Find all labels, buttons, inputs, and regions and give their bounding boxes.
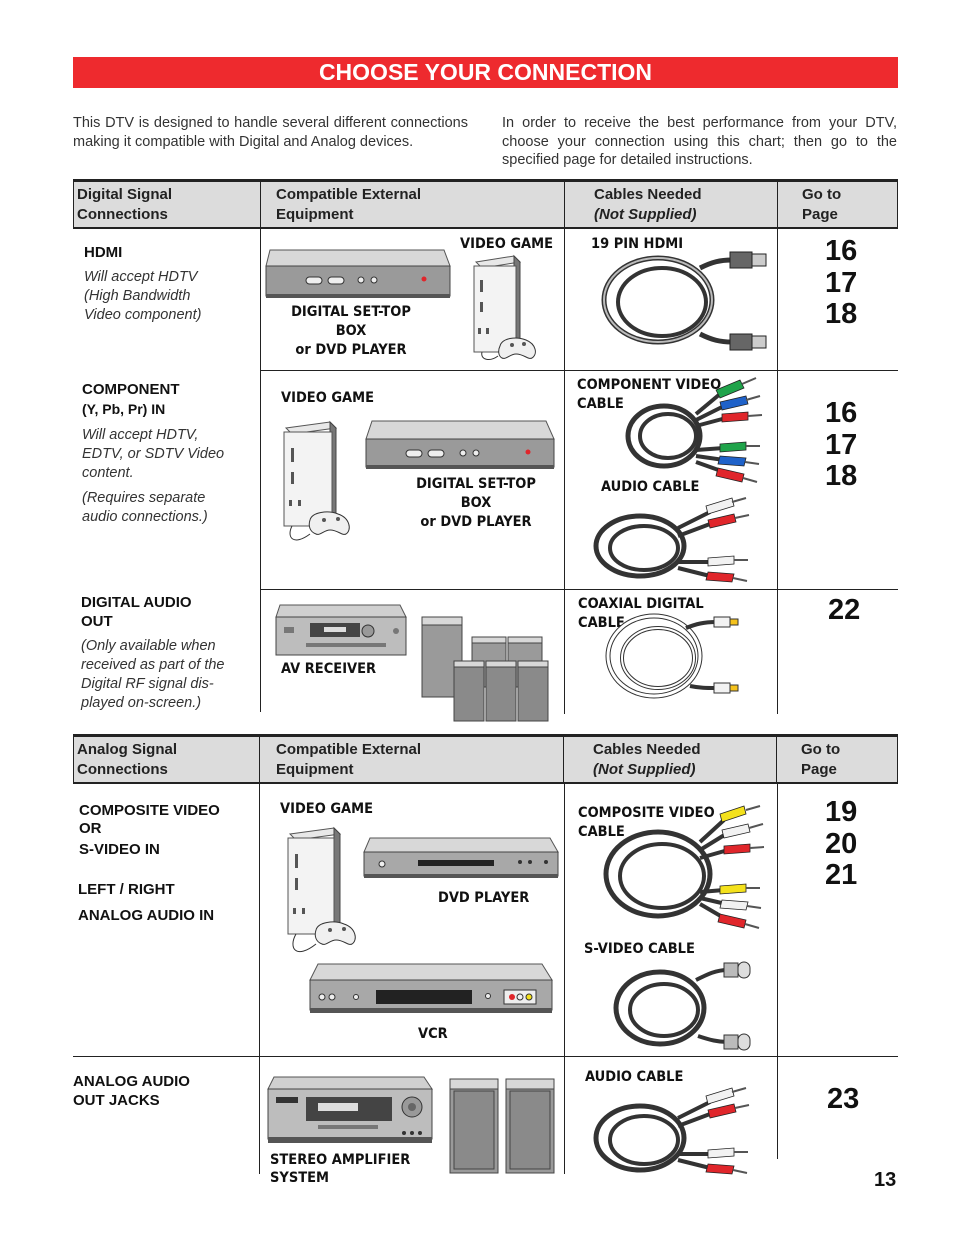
- digital-audio-pages: 22: [828, 594, 861, 626]
- hdmi-desc: Will accept HDTV (High Bandwidth Video component): [84, 269, 202, 323]
- hdmi-video-game-label: VIDEO GAME: [460, 236, 554, 252]
- analog-audio-pages: 23: [827, 1083, 860, 1115]
- header-cables: Cables Needed (Not Supplied): [593, 741, 701, 778]
- component-desc: Will accept HDTV, EDTV, or SDTV Video content.: [82, 427, 225, 481]
- intro-left: This DTV is designed to handle several different connections making it compatible with Digital and Analog devices.: [73, 115, 468, 150]
- hdmi-pages: 16 17 18: [825, 235, 858, 330]
- hdmi-title: HDMI: [84, 244, 123, 261]
- composite-pages: 19 20 21: [825, 796, 858, 891]
- composite-video-game-label: VIDEO GAME: [280, 801, 374, 817]
- digital-audio-title: DIGITAL AUDIO OUT: [81, 594, 192, 630]
- dvd-player-label: DVD PLAYER: [438, 890, 530, 906]
- header-page: Go to Page: [802, 186, 842, 223]
- svideo-cable-label: S-VIDEO CABLE: [584, 941, 695, 957]
- coaxial-cable-icon: [604, 608, 744, 700]
- dvd-player-icon: [364, 836, 560, 882]
- game-console-icon: [470, 254, 540, 366]
- left-right-title: LEFT / RIGHT: [78, 881, 175, 898]
- composite-cable-icon: [600, 806, 770, 934]
- page-number: 13: [874, 1169, 897, 1191]
- component-note: (Requires separate audio connections.): [82, 490, 208, 525]
- stereo-amplifier-icon: [268, 1075, 434, 1147]
- digital-audio-desc: (Only available when received as part of the Digital RF signal dis- played on-screen.): [81, 638, 225, 711]
- digital-table-header: [73, 179, 898, 229]
- header-cables: Cables Needed (Not Supplied): [594, 186, 702, 223]
- stereo-amp-label: STEREO AMPLIFIER SYSTEM: [270, 1152, 411, 1186]
- header-page: Go to Page: [801, 741, 841, 778]
- composite-cable-label: COMPOSITE VIDEO CABLE: [578, 805, 715, 840]
- hdmi-cable-label: 19 PIN HDMI: [591, 236, 684, 252]
- analog-audio-out-title: ANALOG AUDIO OUT JACKS: [73, 1073, 190, 1109]
- audio-cable-icon: [592, 1086, 764, 1178]
- speakers-icon: [420, 615, 552, 723]
- game-console-icon: [284, 826, 364, 960]
- header-connections: Analog Signal Connections: [77, 741, 178, 778]
- component-video-game-label: VIDEO GAME: [281, 390, 375, 406]
- settop-box-icon: [366, 419, 556, 471]
- component-video-cable-icon: [600, 374, 770, 484]
- component-settop-label: DIGITAL SET-TOP BOX or DVD PLAYER: [416, 476, 536, 530]
- coaxial-cable-label: COAXIAL DIGITAL CABLE: [578, 596, 704, 631]
- header-equipment: Compatible External Equipment: [276, 186, 422, 223]
- component-subtitle: (Y, Pb, Pr) IN: [82, 401, 166, 417]
- component-pages: 16 17 18: [825, 397, 858, 492]
- hdmi-settop-label: DIGITAL SET-TOP BOX or DVD PLAYER: [291, 304, 411, 358]
- analog-audio-cable-label: AUDIO CABLE: [585, 1069, 684, 1085]
- component-audio-cable-label: AUDIO CABLE: [601, 479, 700, 495]
- header-connections: Digital Signal Connections: [77, 186, 173, 223]
- stereo-speakers-icon: [448, 1077, 558, 1175]
- audio-cable-icon: [592, 496, 764, 584]
- component-cable-label: COMPONENT VIDEO CABLE: [577, 377, 722, 412]
- analog-audio-in-title: ANALOG AUDIO IN: [78, 907, 215, 924]
- component-title: COMPONENT: [82, 381, 180, 398]
- page-title: CHOOSE YOUR CONNECTION: [73, 57, 898, 88]
- svideo-title: S-VIDEO IN: [79, 841, 160, 858]
- av-receiver-label: AV RECEIVER: [281, 661, 377, 677]
- vcr-icon: [310, 962, 554, 1018]
- av-receiver-icon: [276, 603, 408, 659]
- vcr-label: VCR: [418, 1026, 448, 1042]
- header-equipment: Compatible External Equipment: [276, 741, 422, 778]
- settop-box-icon: [266, 248, 452, 300]
- composite-title: COMPOSITE VIDEO: [79, 802, 220, 819]
- svideo-cable-icon: [612, 960, 756, 1052]
- game-console-icon: [280, 420, 360, 548]
- analog-table-header: [73, 734, 898, 784]
- hdmi-cable-icon: [600, 248, 772, 356]
- intro-right: In order to receive the best performance from your DTV, choose your connection using this chart; then go to the specified page for detailed instructions.: [502, 115, 897, 168]
- composite-or: OR: [79, 820, 102, 837]
